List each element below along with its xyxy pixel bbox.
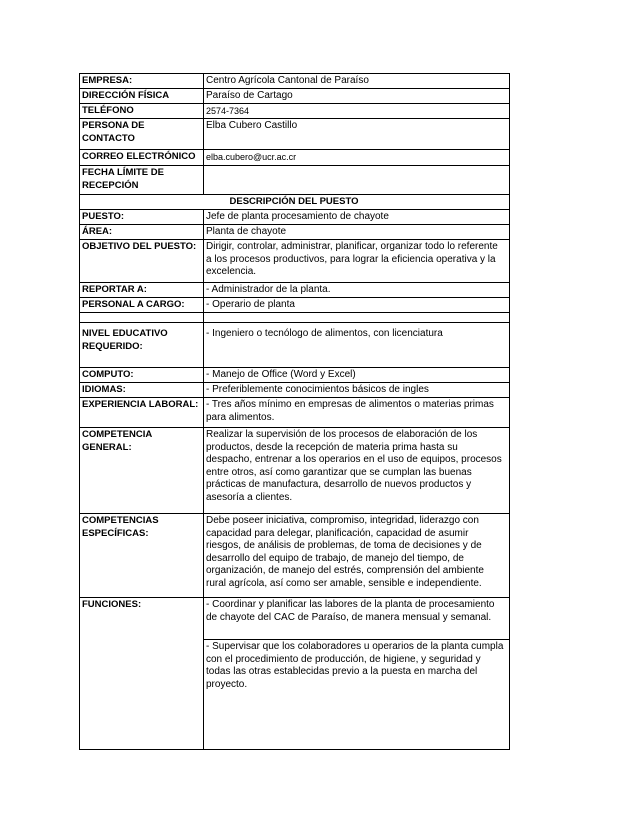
job-description-form xyxy=(79,73,510,750)
area-value: Planta de chayote xyxy=(204,225,510,240)
personal-label: PERSONAL A CARGO: xyxy=(80,298,204,313)
computo-value: - Manejo de Office (Word y Excel) xyxy=(204,368,510,383)
funciones-item: - Supervisar que los colaboradores u operarios de la planta cumpla con el procedimiento de producción, de higiene, y seguridad y todas las otras establecidas previo a la puesta en marcha del proyecto. xyxy=(204,640,510,750)
puesto-label: PUESTO: xyxy=(80,210,204,225)
personal-value: - Operario de planta xyxy=(204,298,510,313)
competencias-especificas-value: Debe poseer iniciativa, compromiso, integridad, liderazgo con capacidad para delegar, planificación, capacidad de asumir riesgos, de análisis de problemas, de toma de decisiones y de desarrollo del equipo de trabajo, de manejo del tiempo, de organización, de manejo del estrés, comprensión del ambiente rural agrícola, así como ser amable, sensible e independiente. xyxy=(204,514,510,598)
nivel-value: - Ingeniero o tecnólogo de alimentos, con licenciatura xyxy=(204,323,510,368)
competencia-general-value: Realizar la supervisión de los procesos de elaboración de los productos, desde la recepción de materia prima hasta su despacho, entrenar a los operarios en el uso de equipos, procesos entre otros, así como garantizar que se cumplan las buenas prácticas de manufactura, desarrollo de nuevos productos y asesoría a clientes. xyxy=(204,428,510,514)
puesto-value: Jefe de planta procesamiento de chayote xyxy=(204,210,510,225)
experiencia-value: - Tres años mínimo en empresas de alimentos o materias primas para alimentos. xyxy=(204,398,510,428)
objetivo-label: OBJETIVO DEL PUESTO: xyxy=(80,240,204,283)
objetivo-value: Dirigir, controlar, administrar, planificar, organizar todo lo referente a los procesos productivos, para lograr la eficiencia operativa y la excelencia. xyxy=(204,240,510,283)
contacto-label: PERSONA DE CONTACTO xyxy=(80,119,204,150)
correo-label: CORREO ELECTRÓNICO xyxy=(80,150,204,166)
telefono-value: 2574-7364 xyxy=(204,104,510,119)
competencias-especificas-label: COMPETENCIAS ESPECÍFICAS: xyxy=(80,514,204,598)
empresa-value: Centro Agrícola Cantonal de Paraíso xyxy=(204,74,510,89)
computo-label: COMPUTO: xyxy=(80,368,204,383)
reportar-value: - Administrador de la planta. xyxy=(204,283,510,298)
experiencia-label: EXPERIENCIA LABORAL: xyxy=(80,398,204,428)
competencia-general-label: COMPETENCIA GENERAL: xyxy=(80,428,204,514)
contacto-value: Elba Cubero Castillo xyxy=(204,119,510,150)
idiomas-value: - Preferiblemente conocimientos básicos de ingles xyxy=(204,383,510,398)
area-label: ÁREA: xyxy=(80,225,204,240)
fecha-label: FECHA LÍMITE DE RECEPCIÓN xyxy=(80,166,204,195)
section-title: DESCRIPCIÓN DEL PUESTO xyxy=(80,195,510,210)
fecha-value xyxy=(204,166,510,195)
funciones-item: - Coordinar y planificar las labores de la planta de procesamiento de chayote del CAC de Paraíso, de manera mensual y semanal. xyxy=(204,598,510,640)
empresa-label: EMPRESA: xyxy=(80,74,204,89)
nivel-label: NIVEL EDUCATIVO REQUERIDO: xyxy=(80,323,204,368)
funciones-label: FUNCIONES: xyxy=(80,598,204,750)
spacer-row-label xyxy=(80,313,204,323)
correo-value: elba.cubero@ucr.ac.cr xyxy=(204,150,510,166)
idiomas-label: IDIOMAS: xyxy=(80,383,204,398)
direccion-label: DIRECCIÓN FÍSICA xyxy=(80,89,204,104)
direccion-value: Paraíso de Cartago xyxy=(204,89,510,104)
spacer-row-value xyxy=(204,313,510,323)
reportar-label: REPORTAR A: xyxy=(80,283,204,298)
telefono-label: TELÉFONO xyxy=(80,104,204,119)
